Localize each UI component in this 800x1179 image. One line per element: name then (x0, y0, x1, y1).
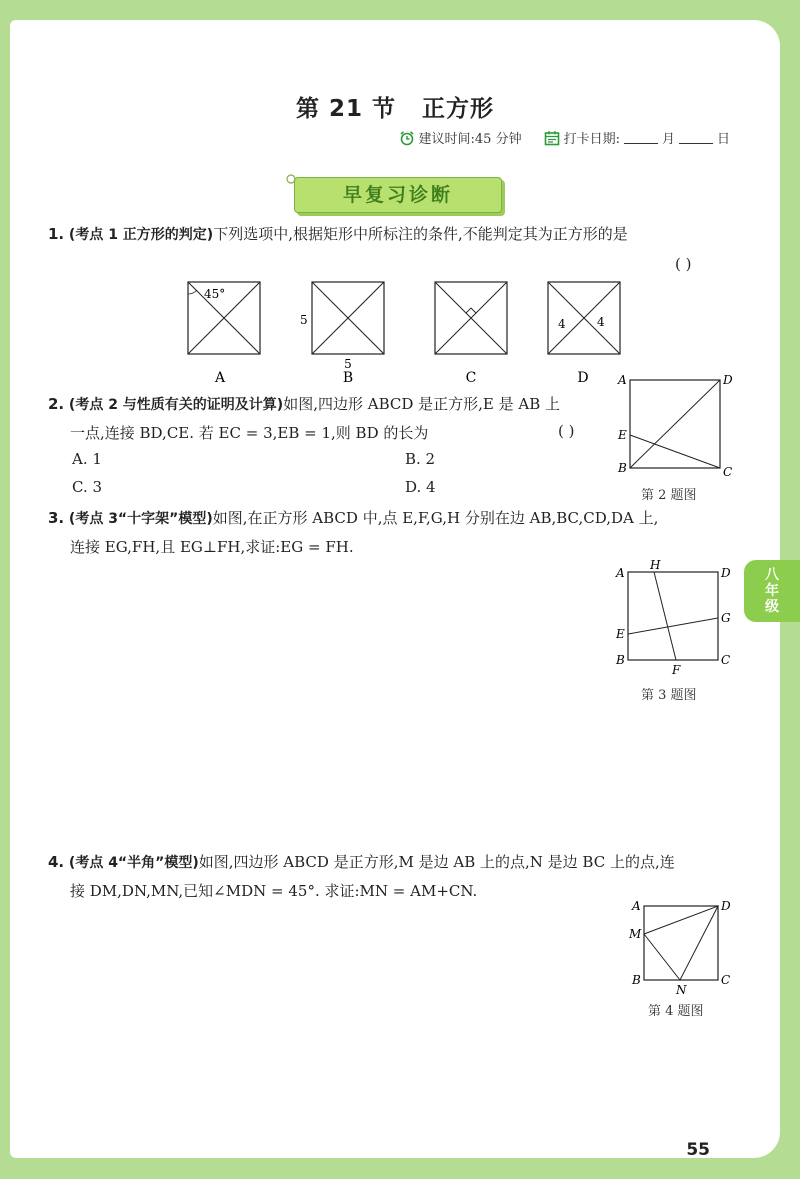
q3-point-c: C (721, 653, 731, 667)
side-tab-char-3: 级 (765, 599, 779, 615)
q4-point-b: B (632, 973, 641, 987)
calendar-icon (544, 130, 560, 146)
page-number: 55 (686, 1140, 710, 1160)
side-tab-char-1: 八 (765, 567, 779, 583)
q2-option-a[interactable]: A. 1 (72, 450, 102, 468)
q1-figures (180, 278, 630, 388)
day-blank[interactable] (679, 132, 713, 144)
q4-line-2: 接 DM,DN,MN,已知∠MDN = 45°. 求证:MN = AM+CN. (70, 882, 478, 900)
q3-figure (610, 558, 740, 678)
q1-a-angle-label: 45° (204, 287, 226, 301)
q1-number: 1. (48, 225, 65, 243)
q2-line-1: 如图,四边形 ABCD 是正方形,E 是 AB 上 (283, 395, 561, 413)
q4-number: 4. (48, 853, 65, 871)
q3-point-a: A (616, 566, 625, 580)
section-topic: 正方形 (422, 96, 495, 122)
check-in-date-label: 打卡日期: (563, 132, 620, 147)
question-3 (48, 504, 758, 561)
alarm-clock-icon (399, 130, 415, 146)
q2-point-c: C (723, 465, 733, 479)
q1-option-a: A (214, 370, 226, 386)
q1-b-side-label: 5 (300, 313, 308, 327)
q1-text: 下列选项中,根据矩形中所标注的条件,不能判定其为正方形的是 (213, 225, 628, 243)
q4-point-n: N (676, 983, 687, 996)
q2-line-2: 一点,连接 BD,CE. 若 EC = 3,EB = 1,则 BD 的长为 (70, 424, 429, 442)
banner-label: 早复习诊断 (294, 177, 502, 213)
section-banner (288, 177, 503, 213)
page-title (10, 90, 780, 123)
q3-point-g: G (721, 611, 731, 625)
q1-d-left-label: 4 (558, 317, 566, 331)
q1-figure-a[interactable] (188, 282, 260, 386)
q3-line-2: 连接 EG,FH,且 EG⊥FH,求证:EG = FH. (70, 538, 354, 556)
q1-b-bottom-label: 5 (344, 357, 352, 371)
grade-side-tab[interactable] (744, 560, 800, 622)
month-blank[interactable] (624, 132, 658, 144)
q4-point-a: A (632, 899, 641, 913)
q3-line-1: 如图,在正方形 ABCD 中,点 E,F,G,H 分别在边 AB,BC,CD,DA 上, (212, 509, 659, 527)
q4-point-d: D (721, 899, 731, 913)
q3-caption: 第 3 题图 (641, 688, 697, 703)
q3-point-f: F (672, 663, 681, 677)
q2-point-d: D (723, 373, 733, 387)
q2-number: 2. (48, 395, 65, 413)
q3-point-d: D (721, 566, 731, 580)
q2-point-e: E (618, 428, 627, 442)
meta-row (399, 128, 730, 147)
q2-caption: 第 2 题图 (641, 488, 697, 503)
q2-tag: (考点 2 与性质有关的证明及计算) (68, 397, 284, 413)
q1-answer-paren[interactable]: ( ) (675, 255, 692, 273)
q2-option-c[interactable]: C. 3 (72, 478, 103, 496)
q1-option-d: D (577, 370, 589, 386)
q2-option-b[interactable]: B. 2 (405, 450, 436, 468)
question-1 (48, 220, 748, 249)
q4-point-m: M (629, 927, 642, 941)
q3-point-h: H (650, 558, 661, 572)
q4-point-c: C (721, 973, 731, 987)
side-tab-char-2: 年 (765, 583, 779, 599)
q4-line-1: 如图,四边形 ABCD 是正方形,M 是边 AB 上的点,N 是边 BC 上的点,连 (198, 853, 675, 871)
q2-option-d[interactable]: D. 4 (405, 478, 436, 496)
q1-option-b: B (342, 370, 354, 386)
question-2 (48, 390, 618, 447)
q1-figure-c[interactable] (435, 282, 507, 386)
q3-point-e: E (616, 627, 625, 641)
day-label: 日 (716, 132, 730, 147)
q1-figure-d[interactable] (548, 282, 620, 386)
suggested-time: 建议时间:45 分钟 (418, 132, 522, 147)
month-label: 月 (661, 132, 675, 147)
q3-number: 3. (48, 509, 65, 527)
q2-point-a: A (618, 373, 627, 387)
q2-point-b: B (618, 461, 627, 475)
q4-tag: (考点 4“半角”模型) (68, 855, 199, 871)
q2-answer-paren[interactable]: ( ) (558, 422, 575, 440)
section-number: 第 21 节 (295, 96, 397, 122)
q4-caption: 第 4 题图 (648, 1004, 704, 1019)
q4-figure (620, 896, 745, 996)
q1-tag: (考点 1 正方形的判定) (68, 227, 214, 243)
q3-point-b: B (616, 653, 625, 667)
q1-figure-b[interactable] (300, 282, 384, 386)
q3-tag: (考点 3“十字架”模型) (68, 511, 213, 527)
page-sheet (10, 20, 780, 1158)
q2-figure (615, 372, 740, 502)
q1-option-c: C (465, 370, 477, 386)
q1-d-right-label: 4 (597, 315, 605, 329)
